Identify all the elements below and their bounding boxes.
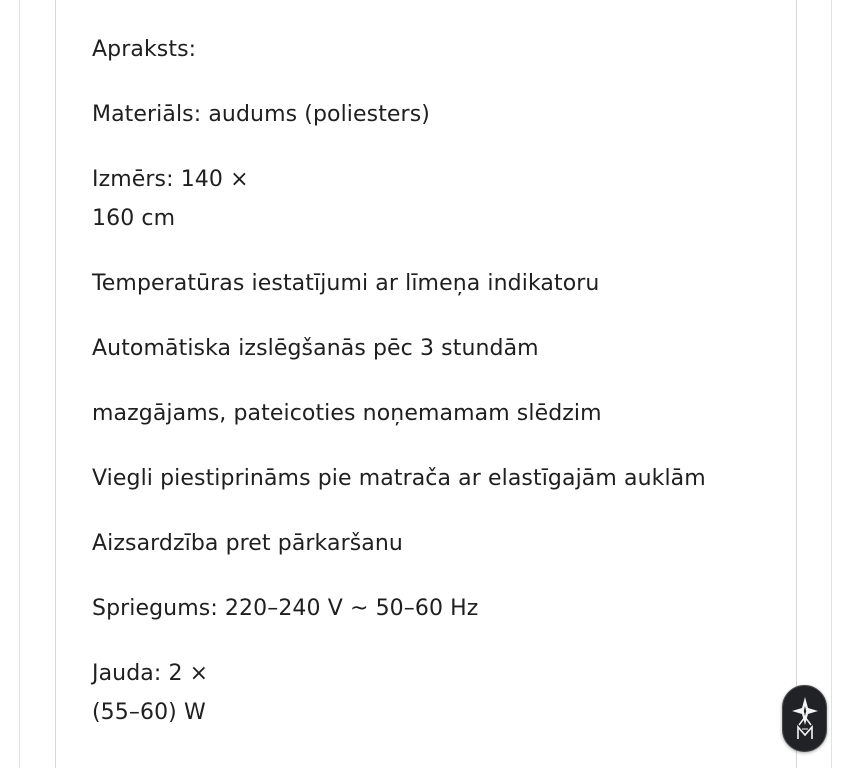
washable-line: mazgājams, pateicoties noņemamam slēdzim [92, 401, 602, 426]
attachment-line: Viegli piestiprināms pie matrača ar elastīgajām auklām [92, 466, 706, 491]
overheat-line: Aizsardzība pret pārkaršanu [92, 531, 403, 556]
voltage-line: Spriegums: 220–240 V ~ 50–60 Hz [92, 596, 479, 621]
material-line: Materiāls: audums (poliesters) [92, 102, 430, 127]
auto-off-line: Automātiska izslēgšanās pēc 3 stundām [92, 336, 539, 361]
product-description [92, 30, 772, 758]
power-line-part-2: (55–60) W [92, 700, 206, 725]
power-line-part-1: Jauda: 2 × [92, 661, 209, 686]
power-line [92, 654, 772, 732]
temperature-line: Temperatūras iestatījumi ar līmeņa indikatoru [92, 271, 600, 296]
floating-action-button[interactable] [782, 685, 827, 752]
star-logo-icon [791, 696, 819, 742]
size-line-part-2: 160 cm [92, 206, 176, 231]
size-line-part-1: Izmērs: 140 × [92, 167, 249, 192]
description-heading: Apraksts: [92, 37, 197, 62]
size-line [92, 160, 772, 238]
